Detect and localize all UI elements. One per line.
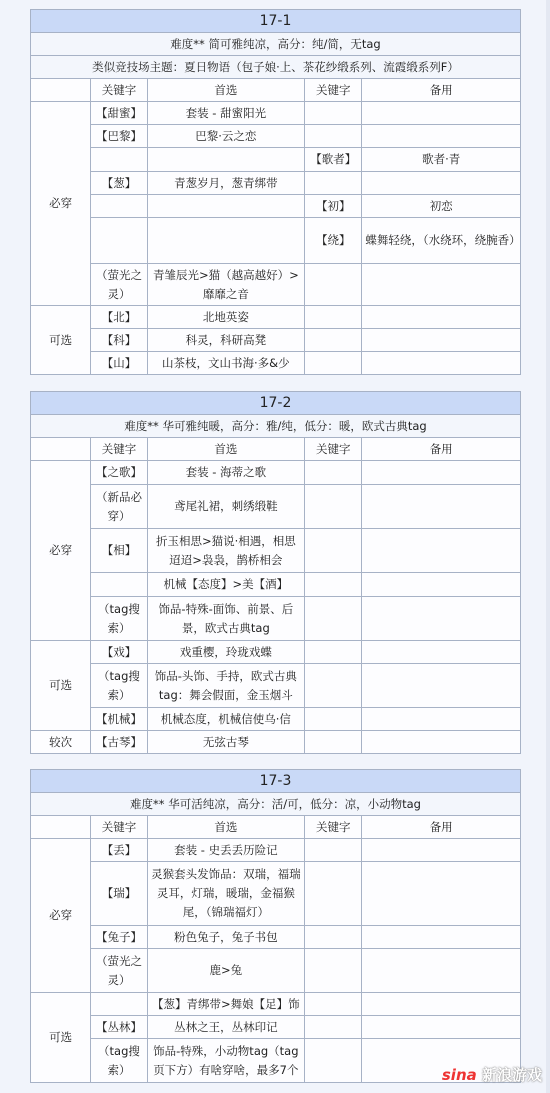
header-backup: 备用 bbox=[362, 438, 521, 461]
backup-cell bbox=[362, 461, 521, 485]
table-title: 17-2 bbox=[31, 392, 521, 415]
header-blank bbox=[31, 816, 91, 839]
header-keyword-2: 关键字 bbox=[305, 438, 362, 461]
keyword-cell-2: 【初】 bbox=[305, 195, 362, 218]
preferred-cell: 丛林之王，丛林印记 bbox=[147, 1016, 305, 1039]
preferred-cell: 灵猴套头发饰品：双瑞，福瑞灵耳，灯瑞，暖瑞，金福猴尾，（锦瑞福灯） bbox=[147, 862, 305, 926]
table-row bbox=[31, 862, 521, 926]
preferred-cell: 粉色兔子，兔子书包 bbox=[147, 926, 305, 949]
keyword-cell: 【戏】 bbox=[91, 641, 147, 664]
table-row bbox=[31, 1016, 521, 1039]
header-preferred: 首选 bbox=[147, 816, 305, 839]
theme-info: 类似竞技场主题：夏日物语（包子娘·上、茶花纱缎系列、流霞缎系列F） bbox=[31, 56, 521, 79]
keyword-cell bbox=[91, 148, 147, 172]
table-row bbox=[31, 641, 521, 664]
keyword-cell: 【巴黎】 bbox=[91, 125, 147, 148]
keyword-cell-2 bbox=[305, 573, 362, 597]
keyword-cell: （tag搜索） bbox=[91, 597, 147, 641]
backup-cell bbox=[362, 731, 521, 754]
preferred-cell: 鸢尾礼裙，刺绣缎鞋 bbox=[147, 485, 305, 529]
backup-cell bbox=[362, 306, 521, 329]
backup-cell bbox=[362, 172, 521, 195]
keyword-cell-2 bbox=[305, 485, 362, 529]
header-preferred: 首选 bbox=[147, 438, 305, 461]
preferred-cell: 鹿>兔 bbox=[147, 949, 305, 993]
keyword-cell: （萤光之灵） bbox=[91, 264, 147, 306]
header-keyword: 关键字 bbox=[91, 79, 147, 102]
keyword-cell-2 bbox=[305, 1039, 362, 1083]
preferred-cell: 北地英姿 bbox=[147, 306, 305, 329]
backup-cell bbox=[362, 664, 521, 708]
keyword-cell: 【机械】 bbox=[91, 708, 147, 731]
header-keyword: 关键字 bbox=[91, 816, 147, 839]
preferred-cell: 无弦古琴 bbox=[147, 731, 305, 754]
backup-cell bbox=[362, 102, 521, 125]
keyword-cell: （tag搜索） bbox=[91, 1039, 147, 1083]
keyword-cell-2 bbox=[305, 731, 362, 754]
backup-cell bbox=[362, 708, 521, 731]
table-row bbox=[31, 839, 521, 862]
header-keyword-2: 关键字 bbox=[305, 816, 362, 839]
table-row bbox=[31, 102, 521, 125]
keyword-cell bbox=[91, 993, 147, 1016]
sina-logo: sina bbox=[441, 1066, 477, 1084]
guide-table-17-3 bbox=[30, 769, 521, 1083]
table-row bbox=[31, 664, 521, 708]
keyword-cell-2 bbox=[305, 529, 362, 573]
keyword-cell: 【瑞】 bbox=[91, 862, 147, 926]
header-preferred: 首选 bbox=[147, 79, 305, 102]
keyword-cell-2 bbox=[305, 172, 362, 195]
difficulty-info: 难度** 华可雅纯暖，高分：雅/纯，低分：暖，欧式古典tag bbox=[31, 415, 521, 438]
preferred-cell: 【葱】青绑带>舞娘【足】饰 bbox=[147, 993, 305, 1016]
keyword-cell: （萤光之灵） bbox=[91, 949, 147, 993]
sina-watermark bbox=[442, 1064, 542, 1085]
preferred-cell: 戏重樱，玲珑戏蝶 bbox=[147, 641, 305, 664]
group-label: 必穿 bbox=[31, 839, 91, 993]
keyword-cell-2: 【歌者】 bbox=[305, 148, 362, 172]
table-row bbox=[31, 573, 521, 597]
preferred-cell bbox=[147, 218, 305, 264]
table-row bbox=[31, 352, 521, 375]
group-label: 较次 bbox=[31, 731, 91, 754]
header-blank bbox=[31, 438, 91, 461]
group-label: 必穿 bbox=[31, 461, 91, 641]
table-row bbox=[31, 148, 521, 172]
preferred-cell: 青雏辰光>猫（越高越好）>靡靡之音 bbox=[147, 264, 305, 306]
backup-cell bbox=[362, 529, 521, 573]
table-row bbox=[31, 195, 521, 218]
table-row bbox=[31, 172, 521, 195]
keyword-cell: 【山】 bbox=[91, 352, 147, 375]
table-row bbox=[31, 731, 521, 754]
keyword-cell-2 bbox=[305, 306, 362, 329]
keyword-cell-2 bbox=[305, 102, 362, 125]
keyword-cell-2 bbox=[305, 352, 362, 375]
preferred-cell: 青葱岁月，葱青绑带 bbox=[147, 172, 305, 195]
keyword-cell-2 bbox=[305, 708, 362, 731]
table-row bbox=[31, 597, 521, 641]
preferred-cell bbox=[147, 195, 305, 218]
backup-cell bbox=[362, 993, 521, 1016]
keyword-cell: 【葱】 bbox=[91, 172, 147, 195]
preferred-cell: 套装 - 史丢丢历险记 bbox=[147, 839, 305, 862]
keyword-cell-2 bbox=[305, 329, 362, 352]
backup-cell bbox=[362, 1016, 521, 1039]
backup-cell: 蝶舞轻绕，（水绕环，绕腕香） bbox=[362, 218, 521, 264]
backup-cell: 歌者·青 bbox=[362, 148, 521, 172]
keyword-cell: 【丛林】 bbox=[91, 1016, 147, 1039]
guide-table-17-2 bbox=[30, 391, 521, 754]
keyword-cell-2 bbox=[305, 926, 362, 949]
preferred-cell: 饰品-头饰、手持，欧式古典tag：舞会假面，金玉烟斗 bbox=[147, 664, 305, 708]
keyword-cell: 【之歌】 bbox=[91, 461, 147, 485]
keyword-cell-2 bbox=[305, 597, 362, 641]
preferred-cell: 套装 - 甜蜜阳光 bbox=[147, 102, 305, 125]
backup-cell bbox=[362, 862, 521, 926]
keyword-cell-2 bbox=[305, 461, 362, 485]
keyword-cell: （tag搜索） bbox=[91, 664, 147, 708]
keyword-cell-2: 【绕】 bbox=[305, 218, 362, 264]
keyword-cell: 【古琴】 bbox=[91, 731, 147, 754]
backup-cell bbox=[362, 329, 521, 352]
table-row bbox=[31, 529, 521, 573]
watermark-text: 新浪游戏 bbox=[481, 1066, 542, 1084]
preferred-cell: 套装 - 海蒂之歌 bbox=[147, 461, 305, 485]
header-backup: 备用 bbox=[362, 79, 521, 102]
preferred-cell: 折玉相思>猫说·相遇，相思迢迢>袅袅，鹊桥相会 bbox=[147, 529, 305, 573]
backup-cell bbox=[362, 264, 521, 306]
keyword-cell-2 bbox=[305, 641, 362, 664]
backup-cell bbox=[362, 926, 521, 949]
table-row bbox=[31, 461, 521, 485]
header-blank bbox=[31, 79, 91, 102]
backup-cell bbox=[362, 597, 521, 641]
keyword-cell: （新品必穿） bbox=[91, 485, 147, 529]
table-row bbox=[31, 485, 521, 529]
backup-cell bbox=[362, 839, 521, 862]
table-row bbox=[31, 993, 521, 1016]
backup-cell: 初恋 bbox=[362, 195, 521, 218]
keyword-cell-2 bbox=[305, 125, 362, 148]
keyword-cell: 【科】 bbox=[91, 329, 147, 352]
preferred-cell: 机械态度，机械信使乌·信 bbox=[147, 708, 305, 731]
table-row bbox=[31, 125, 521, 148]
table-row bbox=[31, 926, 521, 949]
keyword-cell-2 bbox=[305, 993, 362, 1016]
backup-cell bbox=[362, 949, 521, 993]
preferred-cell: 巴黎·云之恋 bbox=[147, 125, 305, 148]
table-row bbox=[31, 218, 521, 264]
group-label: 可选 bbox=[31, 306, 91, 375]
backup-cell bbox=[362, 125, 521, 148]
preferred-cell: 山茶枝，文山书海·多&少 bbox=[147, 352, 305, 375]
keyword-cell: 【丢】 bbox=[91, 839, 147, 862]
header-keyword: 关键字 bbox=[91, 438, 147, 461]
table-title: 17-1 bbox=[31, 10, 521, 33]
backup-cell bbox=[362, 641, 521, 664]
preferred-cell: 饰品-特殊，小动物tag（tag页下方）有啥穿啥，最多7个 bbox=[147, 1039, 305, 1083]
table-row bbox=[31, 329, 521, 352]
table-title: 17-3 bbox=[31, 770, 521, 793]
table-row bbox=[31, 708, 521, 731]
keyword-cell bbox=[91, 195, 147, 218]
table-row bbox=[31, 949, 521, 993]
difficulty-info: 难度** 华可活纯凉，高分：活/可，低分：凉，小动物tag bbox=[31, 793, 521, 816]
scroll-edge bbox=[546, 0, 550, 1093]
keyword-cell bbox=[91, 573, 147, 597]
group-label: 可选 bbox=[31, 641, 91, 731]
preferred-cell: 饰品-特殊-面饰、前景、后景，欧式古典tag bbox=[147, 597, 305, 641]
backup-cell bbox=[362, 352, 521, 375]
keyword-cell bbox=[91, 218, 147, 264]
preferred-cell bbox=[147, 148, 305, 172]
keyword-cell-2 bbox=[305, 264, 362, 306]
table-row bbox=[31, 264, 521, 306]
keyword-cell-2 bbox=[305, 839, 362, 862]
keyword-cell-2 bbox=[305, 949, 362, 993]
guide-table-17-1 bbox=[30, 9, 521, 375]
keyword-cell: 【北】 bbox=[91, 306, 147, 329]
keyword-cell: 【兔子】 bbox=[91, 926, 147, 949]
group-label: 必穿 bbox=[31, 102, 91, 306]
keyword-cell-2 bbox=[305, 1016, 362, 1039]
keyword-cell-2 bbox=[305, 862, 362, 926]
difficulty-info: 难度** 简可雅纯凉，高分：纯/简，无tag bbox=[31, 33, 521, 56]
preferred-cell: 科灵，科研高凳 bbox=[147, 329, 305, 352]
group-label: 可选 bbox=[31, 993, 91, 1083]
header-keyword-2: 关键字 bbox=[305, 79, 362, 102]
keyword-cell: 【甜蜜】 bbox=[91, 102, 147, 125]
table-row bbox=[31, 306, 521, 329]
backup-cell bbox=[362, 485, 521, 529]
keyword-cell: 【相】 bbox=[91, 529, 147, 573]
preferred-cell: 机械【态度】>美【酒】 bbox=[147, 573, 305, 597]
header-backup: 备用 bbox=[362, 816, 521, 839]
keyword-cell-2 bbox=[305, 664, 362, 708]
backup-cell bbox=[362, 573, 521, 597]
